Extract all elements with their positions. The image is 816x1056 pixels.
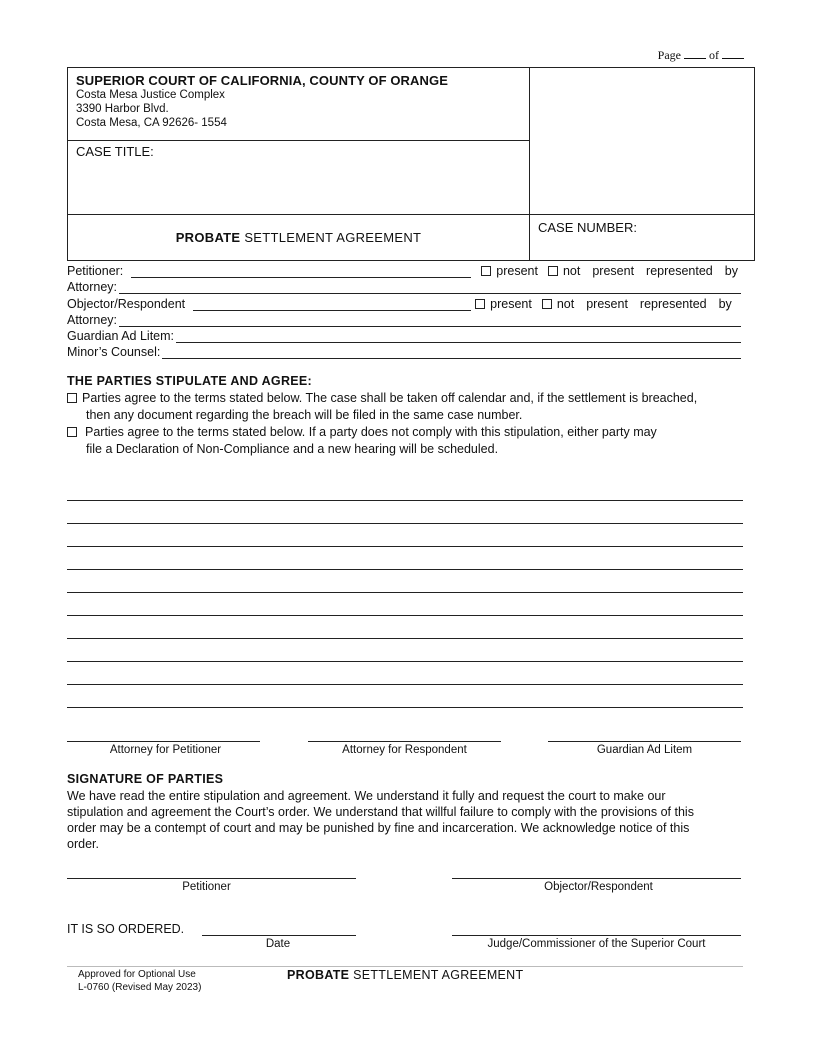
petitioner-attorney-field[interactable] <box>119 283 741 294</box>
objector-signature-line[interactable] <box>452 878 741 879</box>
page-number <box>658 48 744 63</box>
option-2-continued: file a Declaration of Non-Compliance and a new hearing will be scheduled. <box>86 441 499 456</box>
terms-line[interactable] <box>67 546 743 547</box>
petitioner-field[interactable] <box>131 267 471 278</box>
court-name: SUPERIOR COURT OF CALIFORNIA, COUNTY OF ORANGE <box>76 73 448 88</box>
form-title: PROBATE SETTLEMENT AGREEMENT <box>175 230 422 245</box>
option-1[interactable]: Parties agree to the terms stated below. The case shall be taken off calendar and, if the settlement is breached, <box>67 390 747 407</box>
petitioner-present-option[interactable]: present <box>481 264 538 278</box>
checkbox-icon[interactable] <box>475 299 485 309</box>
attorney-respondent-signature-line[interactable] <box>308 741 501 742</box>
objector-field[interactable] <box>193 300 471 311</box>
minors-counsel-row <box>67 344 743 359</box>
checkbox-icon[interactable] <box>481 266 491 276</box>
signature-heading: SIGNATURE OF PARTIES <box>67 772 224 786</box>
judge-signature-line[interactable] <box>452 935 741 936</box>
option-2[interactable]: Parties agree to the terms stated below. If a party does not comply with this stipulation, either party may <box>67 424 747 441</box>
objector-signature-label: Objector/Respondent <box>544 881 653 893</box>
attorney-petitioner-signature-line[interactable] <box>67 741 260 742</box>
petitioner-signature-line[interactable] <box>67 878 356 879</box>
petitioner-row <box>67 263 743 278</box>
signature-text-line: stipulation and agreement the Court’s order. We understand that willful failure to comply with the provisions of this <box>67 805 694 819</box>
of-label: of <box>709 48 719 62</box>
guardian-label: Guardian Ad Litem: <box>67 329 175 343</box>
terms-line[interactable] <box>67 523 743 524</box>
objector-present-option[interactable]: present <box>475 297 532 311</box>
attorney-label: Attorney: <box>67 280 118 294</box>
option-1-continued: then any document regarding the breach will be filed in the same case number. <box>86 407 523 422</box>
footer-title: PROBATE SETTLEMENT AGREEMENT <box>287 968 524 982</box>
terms-line[interactable] <box>67 569 743 570</box>
page-label: Page <box>657 48 681 62</box>
minors-counsel-label: Minor’s Counsel: <box>67 345 161 359</box>
checkbox-icon[interactable] <box>67 427 77 437</box>
objector-label: Objector/Respondent <box>67 297 186 311</box>
signature-paragraph <box>67 788 747 852</box>
terms-line[interactable] <box>67 707 743 708</box>
stipulation-options <box>67 390 747 457</box>
signature-text-line: order. <box>67 837 99 851</box>
petitioner-not-present-option[interactable]: not present represented by <box>548 264 738 278</box>
stipulation-heading: THE PARTIES STIPULATE AND AGREE: <box>67 374 313 388</box>
guardian-row <box>67 328 743 343</box>
attorney-petitioner-label: Attorney for Petitioner <box>109 744 222 756</box>
case-title-block[interactable] <box>68 141 530 214</box>
case-number-label: CASE NUMBER: <box>538 220 637 235</box>
terms-line[interactable] <box>67 592 743 593</box>
form-title-block <box>68 214 530 260</box>
objector-not-present-option[interactable]: not present represented by <box>542 297 732 311</box>
court-block <box>68 68 530 141</box>
caption-box <box>67 67 755 261</box>
checkbox-icon[interactable] <box>67 393 77 403</box>
guardian-field[interactable] <box>176 332 741 343</box>
page-blank[interactable] <box>684 49 706 59</box>
guardian-signature-line[interactable] <box>548 741 741 742</box>
terms-line[interactable] <box>67 500 743 501</box>
petitioner-attorney-row <box>67 279 743 294</box>
guardian-signature-label: Guardian Ad Litem <box>596 744 693 756</box>
attorney-label: Attorney: <box>67 313 118 327</box>
case-number-block[interactable] <box>530 214 754 260</box>
checkbox-icon[interactable] <box>542 299 552 309</box>
address-line-3: Costa Mesa, CA 92626- 1554 <box>76 117 227 129</box>
page-total-blank[interactable] <box>722 49 744 59</box>
terms-line[interactable] <box>67 638 743 639</box>
address-line-2: 3390 Harbor Blvd. <box>76 103 169 115</box>
minors-counsel-field[interactable] <box>162 348 741 359</box>
form-number: L-0760 (Revised May 2023) <box>78 981 202 993</box>
clerk-stamp-area <box>530 68 754 214</box>
footer-form-info <box>78 969 201 994</box>
date-label: Date <box>265 938 291 950</box>
footer-divider <box>67 966 743 967</box>
case-title-label: CASE TITLE: <box>76 144 154 159</box>
terms-line[interactable] <box>67 661 743 662</box>
petitioner-signature-label: Petitioner <box>182 881 231 893</box>
judge-signature-label: Judge/Commissioner of the Superior Court <box>487 938 706 950</box>
terms-line[interactable] <box>67 615 743 616</box>
so-ordered-text: IT IS SO ORDERED. <box>67 922 185 936</box>
attorney-respondent-label: Attorney for Respondent <box>342 744 467 756</box>
address-line-1: Costa Mesa Justice Complex <box>76 89 225 101</box>
date-line[interactable] <box>202 935 356 936</box>
objector-attorney-row <box>67 312 743 327</box>
approved-text: Approved for Optional Use <box>78 969 196 980</box>
signature-text-line: order may be a contempt of court and may be punished by fine and incarceration. We acknowledge notice of this <box>67 821 690 835</box>
terms-line[interactable] <box>67 684 743 685</box>
checkbox-icon[interactable] <box>548 266 558 276</box>
petitioner-label: Petitioner: <box>67 264 124 278</box>
objector-row <box>67 296 743 311</box>
signature-text-line: We have read the entire stipulation and agreement. We understand it fully and request the court to make our <box>67 789 666 803</box>
objector-attorney-field[interactable] <box>119 316 741 327</box>
